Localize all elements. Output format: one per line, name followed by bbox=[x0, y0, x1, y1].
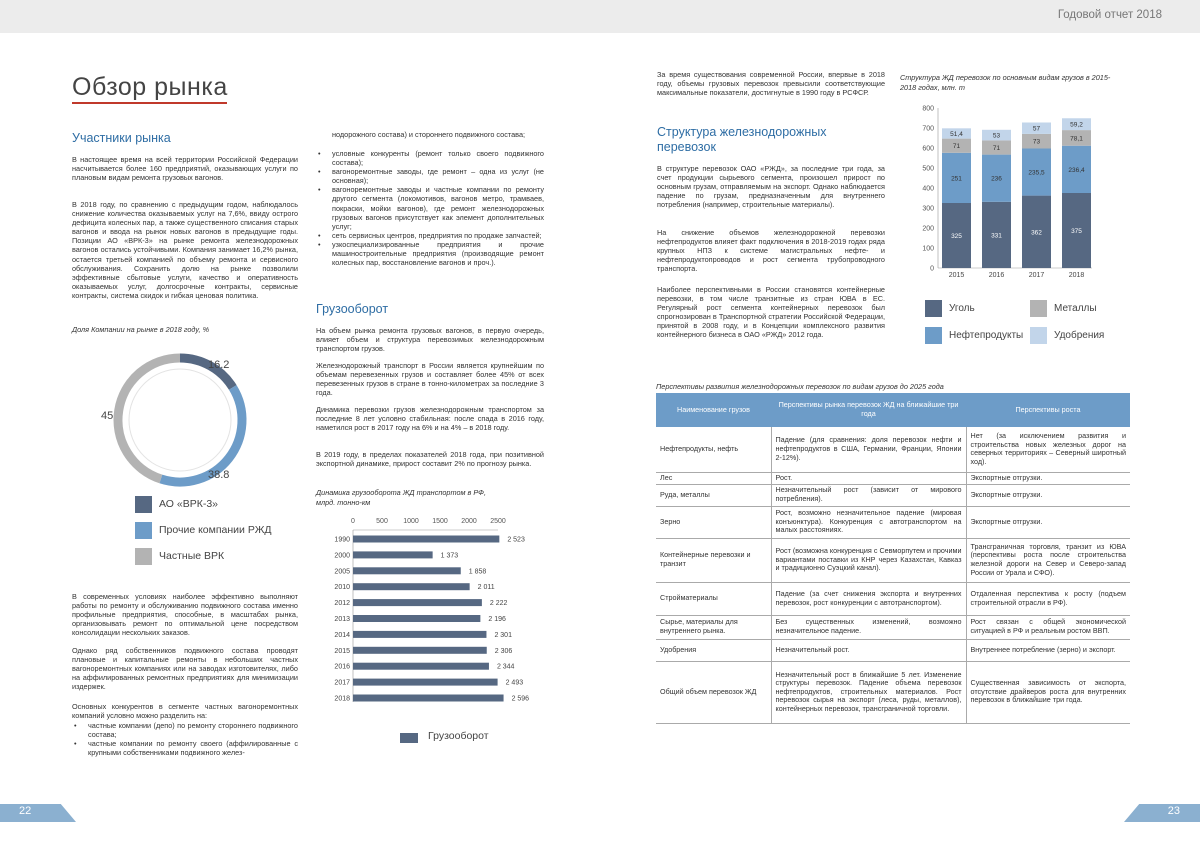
structure-chart-caption-2: 2018 годах, млн. т bbox=[900, 83, 965, 92]
header-bar bbox=[0, 0, 1200, 33]
segment-label: 51,4 bbox=[950, 130, 963, 138]
x-tick-label: 2500 bbox=[490, 518, 506, 525]
y-tick-label: 2018 bbox=[334, 695, 350, 703]
x-tick-label: 500 bbox=[376, 518, 388, 525]
segment-label: 331 bbox=[991, 232, 1002, 240]
table-cell: Нет (за исключением развития и строительства новых железных дорог на северных территориях – Северный широтный ход). bbox=[966, 427, 1130, 472]
legend-swatch bbox=[925, 300, 942, 317]
y-tick-label: 600 bbox=[922, 145, 934, 153]
participants-p4: Однако ряд собственников подвижного состава проводят плановые и капитальные ремонты в небольших частных вагоноремонтных компаниях или на заводах изготовителях, либо на аффилированных ремонтных предприятиях для минимизации издержек. bbox=[72, 646, 298, 692]
legend-label: Прочие компании РЖД bbox=[159, 524, 272, 536]
segment-label: 53 bbox=[992, 132, 1001, 140]
table-cell: Рост. bbox=[771, 472, 966, 484]
donut-inner-ring bbox=[129, 369, 231, 471]
page-number-right: 23 bbox=[1167, 805, 1180, 817]
bar-value-label: 2 301 bbox=[494, 631, 512, 639]
y-tick-label: 2005 bbox=[334, 568, 350, 576]
x-tick-label: 2015 bbox=[948, 272, 965, 279]
table-cell: Без существенных изменений, возможно незначительное падение. bbox=[771, 615, 966, 639]
segment-label: 362 bbox=[1031, 229, 1042, 237]
prospects-table bbox=[656, 393, 1130, 724]
bar-value-label: 2 306 bbox=[494, 647, 513, 655]
freight-p1: На объем рынка ремонта грузовых вагонов, в первую очередь, влияет объем и структура перевозимых железнодорожным транспортом грузов. bbox=[316, 326, 544, 354]
y-tick-label: 100 bbox=[922, 245, 934, 253]
table-cell: Общий объем перевозок ЖД bbox=[656, 661, 771, 723]
segment-label: 325 bbox=[951, 233, 962, 240]
footer-tab-right bbox=[1124, 804, 1200, 822]
table-cell: Сырье, материалы для внутреннего рынка. bbox=[656, 615, 771, 639]
participants-p3: В современных условиях наиболее эффективно выполняют работы по ремонту и обслуживанию подвижного состава именно профильные предприятия, способные, в масштабах рынка, организовывать ремонт по оптимальной цене посредством консолидации нескольких заказов. bbox=[72, 592, 298, 638]
legend-label: Грузооборот bbox=[428, 730, 489, 742]
x-tick-label: 2016 bbox=[988, 272, 1005, 279]
bar-2014 bbox=[353, 631, 486, 638]
legend-label: АО «ВРК-3» bbox=[159, 498, 218, 510]
segment-label: 73 bbox=[1032, 138, 1041, 146]
table-cell: Рост связан с общей экономической ситуацией в РФ и реальным ростом ВВП. bbox=[966, 615, 1130, 639]
list-item: • частные компании по ремонту своего (аффилированные с крупными собственниками подвижного желез- bbox=[72, 739, 298, 757]
table-cell: Незначительный рост. bbox=[771, 639, 966, 661]
freight-p4: В 2019 году, в пределах показателей 2018 года, при позитивной экспортной динамике, прирост составит 2% по прогнозу рынка. bbox=[316, 450, 544, 469]
segment-label: 71 bbox=[952, 143, 961, 151]
table-cell: Трансграничная торговля, транзит из ЮВА (перспективы роста после строительства железной дороги на Север и Северо-запад России от Урала и СФО). bbox=[966, 538, 1130, 582]
structure-p2: На снижение объемов железнодорожной перевозки нефтепродуктов влияет факт подключения в 2018-2019 годах ряда крупных НПЗ к системе магистральных нефте- и нефтепродуктопроводов и рост сегмента трубопроводного транспорта. bbox=[657, 228, 885, 274]
bar-2018 bbox=[353, 695, 504, 702]
table-cell: Незначительный рост (зависит от мирового потребления). bbox=[771, 484, 966, 506]
table-cell: Падение (за счет снижения экспорта и внутренних перевозок, рост конкуренции с автотранспортом). bbox=[771, 582, 966, 615]
table-cell: Рост, возможно незначительное падение (мировая конъюнктура). Конкуренция с автотранспортом на малых расстояниях. bbox=[771, 506, 966, 538]
table-cell: Экспортные отгрузки. bbox=[966, 506, 1130, 538]
donut-label-rzd-other: 38.8 bbox=[208, 469, 230, 481]
table-cell: Рост (возможна конкуренция с Севморпутем и прочими вариантами поставки из КНР через Казахстан, Кавказ и традиционно Суэцкий канал). bbox=[771, 538, 966, 582]
y-tick-label: 700 bbox=[922, 125, 934, 133]
list-item: • вагоноремонтные заводы и частные компании по ремонту другого сегмента (локомотивов, вагонов метро, трамваев, покраски, мойки вагонов), где ремонт железнодорожных грузовых вагонов присутствует как элемент дополнительных услуг; bbox=[316, 185, 544, 230]
col3-intro: За время существования современной России, впервые в 2018 году, объемы грузовых перевозок превысили соответствующие максимальные показатели, достигнутые в 1990 году в РСФСР. bbox=[657, 70, 885, 98]
table-caption: Перспективы развития железнодорожных перевозок по видам грузов до 2025 года bbox=[656, 382, 944, 391]
table-cell: Нефтепродукты, нефть bbox=[656, 427, 771, 472]
x-tick-label: 0 bbox=[351, 518, 355, 525]
x-tick-label: 1000 bbox=[403, 518, 419, 525]
table-cell: Зерно bbox=[656, 506, 771, 538]
table-header-cell: Перспективы рынка перевозок ЖД на ближайшие три года bbox=[771, 393, 966, 427]
freight-chart-legend bbox=[400, 730, 540, 756]
bar-value-label: 1 373 bbox=[440, 552, 459, 560]
legend-label: Удобрения bbox=[1054, 330, 1105, 341]
table-cell: Внутреннее потребление (зерно) и экспорт. bbox=[966, 639, 1130, 661]
donut-caption: Доля Компании на рынке в 2018 году, % bbox=[72, 325, 210, 334]
freight-heading: Грузооборот bbox=[316, 302, 389, 316]
y-tick-label: 2014 bbox=[334, 631, 350, 639]
legend-label: Нефтепродукты bbox=[949, 330, 1024, 341]
freight-turnover-chart bbox=[316, 510, 546, 708]
segment-label: 251 bbox=[951, 175, 962, 183]
page-number-left: 22 bbox=[19, 805, 32, 817]
y-tick-label: 400 bbox=[922, 185, 934, 193]
table-cell: Экспортные отгрузки. bbox=[966, 472, 1130, 484]
table-cell: Падение (для сравнения: доля перевозок нефти и нефтепродуктов в США, Германии, Франции, Японии 2-12%). bbox=[771, 427, 966, 472]
structure-chart-caption-1: Структура ЖД перевозок по основным видам грузов в 2015- bbox=[900, 73, 1111, 82]
table-header-cell: Наименование грузов bbox=[656, 393, 771, 427]
table-cell: Стройматериалы bbox=[656, 582, 771, 615]
segment-label: 236 bbox=[991, 175, 1002, 183]
footer-tab-left bbox=[0, 804, 76, 822]
legend-label: Металлы bbox=[1054, 303, 1097, 314]
table-cell: Незначительный рост в ближайшие 5 лет. Изменение структуры перевозок. Падение объема перевозок нефтепродуктов, строительных материалов. Рост перевозок сырья на экспорт (леса, руды, металлов), контейнерных перевозок, трансграничной торговли. bbox=[771, 661, 966, 723]
donut-slice-rzd-other bbox=[161, 387, 242, 482]
cargo-structure-chart bbox=[900, 98, 1100, 284]
donut-label-vrk3: 16.2 bbox=[208, 359, 230, 371]
table-cell: Контейнерные перевозки и транзит bbox=[656, 538, 771, 582]
table-row bbox=[656, 639, 1130, 661]
list-item: • сеть сервисных центров, предприятия по продаже запчастей; bbox=[316, 231, 544, 240]
table-row bbox=[656, 615, 1130, 639]
bar-2005 bbox=[353, 567, 461, 574]
bar-value-label: 2 344 bbox=[496, 663, 515, 671]
legend-swatch bbox=[1030, 327, 1047, 344]
report-title: Годовой отчет 2018 bbox=[1057, 9, 1162, 21]
table-cell: Экспортные отгрузки. bbox=[966, 484, 1130, 506]
table-row bbox=[656, 538, 1130, 582]
legend-swatch bbox=[400, 733, 418, 743]
segment-label: 78,1 bbox=[1070, 135, 1083, 143]
structure-heading-1: Структура железнодорожных bbox=[657, 125, 827, 139]
legend-swatch bbox=[135, 522, 152, 539]
segment-label: 71 bbox=[992, 145, 1001, 152]
table-cell: Руда, металлы bbox=[656, 484, 771, 506]
bar-2010 bbox=[353, 583, 470, 590]
bar-value-label: 2 596 bbox=[511, 695, 530, 703]
x-tick-label: 2000 bbox=[461, 518, 477, 525]
competitors-list-1 bbox=[72, 721, 298, 757]
bar-2017 bbox=[353, 679, 498, 686]
y-tick-label: 1990 bbox=[334, 536, 350, 544]
bar-value-label: 2 523 bbox=[507, 536, 525, 544]
page-title: Обзор рынка bbox=[72, 73, 228, 101]
y-tick-label: 200 bbox=[922, 225, 934, 233]
participants-p5: Основных конкурентов в сегменте частных вагоноремонтных компаний условно можно разделить на: bbox=[72, 702, 298, 721]
structure-heading-2: перевозок bbox=[657, 140, 716, 154]
segment-label: 235,5 bbox=[1028, 169, 1045, 177]
freight-p3: Динамика перевозки грузов железнодорожным транспортом за последние 8 лет условно стабильная: после спада в 2016 году, наметился рост в 2017 году на 6% и на 4% – в 2018 году. bbox=[316, 405, 544, 433]
table-row bbox=[656, 427, 1130, 472]
y-tick-label: 2016 bbox=[334, 663, 350, 671]
legend-item-private bbox=[135, 548, 295, 574]
legend-label: Уголь bbox=[949, 303, 975, 314]
freight-chart-caption-1: Динамика грузооборота ЖД транспортом в РФ, bbox=[316, 488, 487, 497]
legend-item-rzd-other bbox=[135, 522, 295, 548]
title-underline bbox=[72, 102, 227, 104]
x-tick-label: 2017 bbox=[1028, 272, 1045, 279]
list-item: • узкоспециализированные предприятия и прочие машиностроительные предприятия (производящие ремонт колесных пар, восстановление вагонов и проч.). bbox=[316, 240, 544, 267]
structure-p1: В структуре перевозок ОАО «РЖД», за последние три года, за счет продукции сырьевого сегмента, произошел прирост по основным грузам, отправляемым на экспорт. Однако наблюдается падение по грузам, предназначенным для внутреннего потребления (например, строительные материалы). bbox=[657, 164, 885, 210]
bar-2000 bbox=[353, 551, 433, 558]
segment-label: 375 bbox=[1071, 228, 1082, 235]
table-row bbox=[656, 661, 1130, 723]
table-header-row bbox=[656, 393, 1130, 427]
competitors-list-2 bbox=[316, 149, 544, 267]
y-tick-label: 2012 bbox=[334, 600, 350, 608]
col2-continuation: нодорожного состава) и стороннего подвижного состава; bbox=[332, 130, 526, 139]
donut-legend bbox=[135, 496, 295, 574]
legend-swatch bbox=[135, 496, 152, 513]
table-cell: Существенная зависимость от экспорта, отсутствие драйверов роста для внутренних перевозок в ближайшие три года. bbox=[966, 661, 1130, 723]
legend-swatch bbox=[1030, 300, 1047, 317]
legend-item-freight bbox=[400, 730, 540, 756]
participants-p1: В настоящее время на всей территории Российской Федерации насчитывается более 160 предприятий, оказывающих услуги по плановым видам ремонта грузовых вагонов. bbox=[72, 155, 298, 183]
legend-label: Частные ВРК bbox=[159, 550, 225, 562]
table-row bbox=[656, 472, 1130, 484]
legend-item-vrk3 bbox=[135, 496, 295, 522]
bar-2016 bbox=[353, 663, 489, 670]
x-tick-label: 1500 bbox=[432, 518, 448, 525]
segment-label: 59,2 bbox=[1070, 121, 1083, 129]
y-tick-label: 2015 bbox=[334, 647, 350, 655]
structure-p3: Наиболее перспективными в России становятся контейнерные перевозки, в том числе транзитные из стран ЮВА в ЕС. Регулярный рост сегмента контейнерных перевозок был спрогнозирован в Транспортной стратегии Российской Федерации, принятой в 2008 году, и в Концепции комплексного развития контейнерного бизнеса в ОАО «РЖД» 2012 года. bbox=[657, 285, 885, 340]
table-cell: Отдаленная перспектива к росту (подъем строительной отрасли в РФ). bbox=[966, 582, 1130, 615]
list-item: • условные конкуренты (ремонт только своего подвижного состава); bbox=[316, 149, 544, 167]
bar-2015 bbox=[353, 647, 487, 654]
table-row bbox=[656, 484, 1130, 506]
y-tick-label: 2000 bbox=[334, 552, 350, 560]
freight-p2: Железнодорожный транспорт в России является крупнейшим по объемам перевезенных грузов и составляет более 45% от всех перевезенных грузов в стране в тонно-километрах за последние 3 года. bbox=[316, 361, 544, 398]
list-item: • вагоноремонтные заводы, где ремонт – одна из услуг (не основная); bbox=[316, 167, 544, 185]
participants-p2: В 2018 году, по сравнению с предыдущим годом, наблюдалось снижение количества оказываемых услуг на 7,6%, ввиду острого дефицита колесных пар, а также существенного списания старых вагонов и ввода на рынок новых вагонов в предыдущие годы. Позиции АО «ВРК-3» на рынке ремонта железнодорожных вагонов остались устойчивыми. Компания занимает 16,2% рынка, остается третьей компанией по объему ремонта и сервисного обслуживания. Сохранить долю на рынке позволили эффективные сбытовые услуги, качество и оперативность оказываемых услуг, долгосрочные контракты, сервисные контракты, система скидок и гибкая ценовая политика. bbox=[72, 200, 298, 300]
table-cell: Удобрения bbox=[656, 639, 771, 661]
y-tick-label: 500 bbox=[922, 165, 934, 173]
y-tick-label: 300 bbox=[922, 205, 934, 213]
y-tick-label: 2017 bbox=[334, 679, 350, 687]
table-header-cell: Перспективы роста bbox=[966, 393, 1130, 427]
structure-chart-legend bbox=[925, 300, 1125, 350]
bar-value-label: 2 011 bbox=[477, 584, 495, 592]
bar-2012 bbox=[353, 599, 482, 606]
legend-swatch bbox=[925, 327, 942, 344]
segment-label: 236,4 bbox=[1068, 166, 1085, 174]
table-row bbox=[656, 582, 1130, 615]
table-cell: Лес bbox=[656, 472, 771, 484]
bar-1990 bbox=[353, 536, 499, 543]
y-tick-label: 0 bbox=[930, 265, 934, 273]
x-tick-label: 2018 bbox=[1068, 272, 1085, 279]
bar-value-label: 2 222 bbox=[489, 600, 508, 608]
table-row bbox=[656, 506, 1130, 538]
bar-value-label: 2 493 bbox=[505, 679, 524, 687]
participants-heading: Участники рынка bbox=[72, 131, 171, 145]
bar-2013 bbox=[353, 615, 480, 622]
y-tick-label: 2013 bbox=[334, 616, 350, 623]
bar-value-label: 2 196 bbox=[488, 616, 506, 623]
bar-value-label: 1 858 bbox=[468, 568, 487, 576]
freight-chart-caption-2: млрд. тонно-км bbox=[316, 498, 371, 507]
donut-label-private: 45 bbox=[101, 410, 114, 422]
legend-swatch bbox=[135, 548, 152, 565]
list-item: • частные компании (депо) по ремонту стороннего подвижного состава; bbox=[72, 721, 298, 739]
y-tick-label: 2010 bbox=[334, 584, 350, 592]
segment-label: 57 bbox=[1032, 125, 1041, 133]
y-tick-label: 800 bbox=[922, 105, 934, 113]
